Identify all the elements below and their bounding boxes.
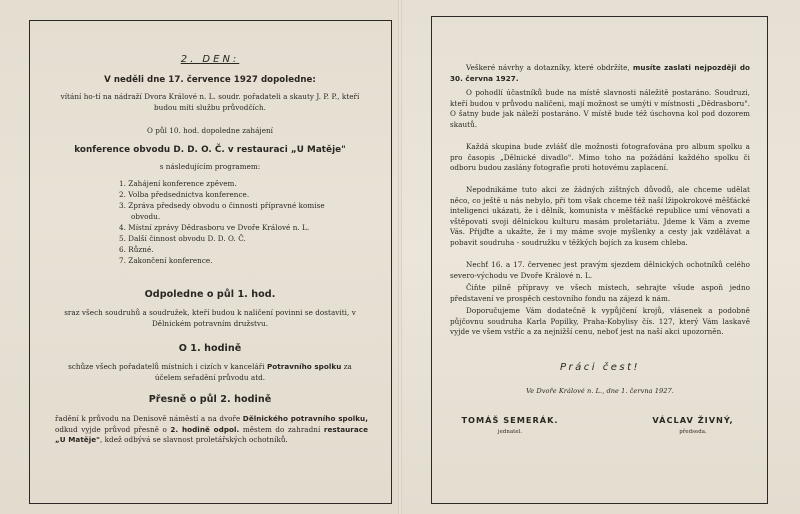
paragraph-congress: Nechť 16. a 17. červenec jest pravým sjezdem dělnických ochotníků celého severo-východu ve Dvoře Králové n. L. (450, 260, 750, 280)
program-item: 4. Místní zprávy Dědrasboru ve Dvoře Králové n. L. (119, 223, 310, 232)
date-heading: V neděli dne 17. července 1927 dopoledne: (104, 75, 316, 85)
one-oclock-text: schůze všech pořadatelů místních i cizích v kanceláři Potravního spolku za účelem seřadění průvodu atd. (68, 362, 352, 382)
one-oclock-heading: O 1. hodině (178, 343, 242, 354)
program-item: 5. Další činnost obvodu D. D. O. Č. (119, 234, 246, 243)
paragraph-photos: Každá skupina bude zvlášť dle možnosti fotografována pro album spolku a pro časopis „Dělnické divadlo". Mimo toho na požádání každého spolku či odboru budou zaslány fotografie proti hotovému zaplacení. (450, 142, 750, 173)
program-intro: s následujícím programem: (159, 162, 261, 171)
conference-intro: O půl 10. hod. dopoledne zahájení (146, 126, 274, 135)
signer-secretary-role: jednatel. (497, 429, 523, 435)
afternoon-text: sraz všech soudruhů a soudružek, kteří budou k naličení povinni se dostaviti, v Dělnickém potravním družstvu. (64, 308, 356, 328)
paragraph-purpose: Nepodnikáme tuto akci ze žádných zištných důvodů, ale chceme udělat něco, co ještě u nás nebylo, při tom však chceme též naší lžipokrokové měšťácké inteligenci ukázati, že i dělník, komunista v měšťácké republice umí věnovati a vštěpovati svoji dělnickou kulturu masám proletariátu. Jdeme k Vám a zveme Vás. Přijďte a ukažte, že i my máme svoje myšlenky a cesty jak vzdělávat a pobavit soudruha - soudružku v těžkých bojích za kusem chleba. (450, 185, 750, 247)
welcome-text: vítání ho-tí na nádraží Dvora Králové n. L. soudr. pořadateli a skauty J. P. P., kteří budou míti službu průvodčích. (60, 92, 360, 112)
program-item: 3. Zpráva předsedy obvodu o činnosti přípravné komise obvodu. (119, 201, 325, 221)
signer-secretary-name: TOMÁŠ SEMERÁK. (461, 415, 559, 425)
signer-chairman-role: předseda. (679, 429, 707, 435)
program-item: 2. Volba předsednictva konference. (119, 190, 250, 199)
paragraph-deadline: Veškeré návrhy a dotazníky, které obdržíte, musíte zaslati nejpozději do 30. června 1927. (450, 63, 751, 83)
place-date: Ve Dvoře Králové n. L., dne 1. června 1927. (526, 387, 674, 395)
program-list (119, 178, 329, 266)
half-two-text: řadění k průvodu na Denisově náměstí a na dvoře Dělnického potravního spolku, odkud vyjde průvod přesně o 2. hodině odpol. městem do zahradní restaurace „U Matěje", kdež odbývá se slavnost proletářských ochotníků. (55, 414, 368, 445)
afternoon-heading: Odpoledne o půl 1. hod. (144, 289, 276, 300)
half-two-heading: Přesně o půl 2. hodině (148, 394, 272, 405)
program-item: 7. Zakončení konference. (119, 256, 213, 265)
paragraph-preparations: Čiňte pilně přípravy ve všech místech, sehrajte všude aspoň jedno představení ve prospěch cestovního fondu na zájezd k nám. (450, 283, 750, 303)
page-fold (398, 0, 402, 514)
paragraph-costumes: Doporučujeme Vám dodatečně k vypůjčení krojů, vlásenek a podobně půjčovnu soudruha Karla Popilky, Praha-Kobylisy čís. 127, který Vám laskavě vyjde ve všem vstříc a za nejnižší cenu, neboť jest na naší akci upozorněn. (450, 306, 750, 337)
signer-chairman-name: VÁCLAV ŽIVNÝ, (652, 415, 734, 425)
greeting: Práci čest! (559, 362, 640, 373)
conference-title: konference obvodu D. D. O. Č. v restauraci „U Matěje" (74, 145, 346, 155)
program-item: 1. Zahájení konference zpěvem. (119, 179, 237, 188)
paragraph-comfort: O pohodlí účastníků bude na místě slavnosti náležitě postaráno. Soudruzi, kteří budou v průvodu naličeni, mají možnost se umýti v místnosti „Dědrasboru". O šatny bude jak náleží postaráno. V místě bude též úschovna kol pod dozorem skautů. (450, 88, 750, 129)
program-item: 6. Různé. (119, 245, 154, 254)
day-heading: 2. DEN: (180, 54, 240, 65)
